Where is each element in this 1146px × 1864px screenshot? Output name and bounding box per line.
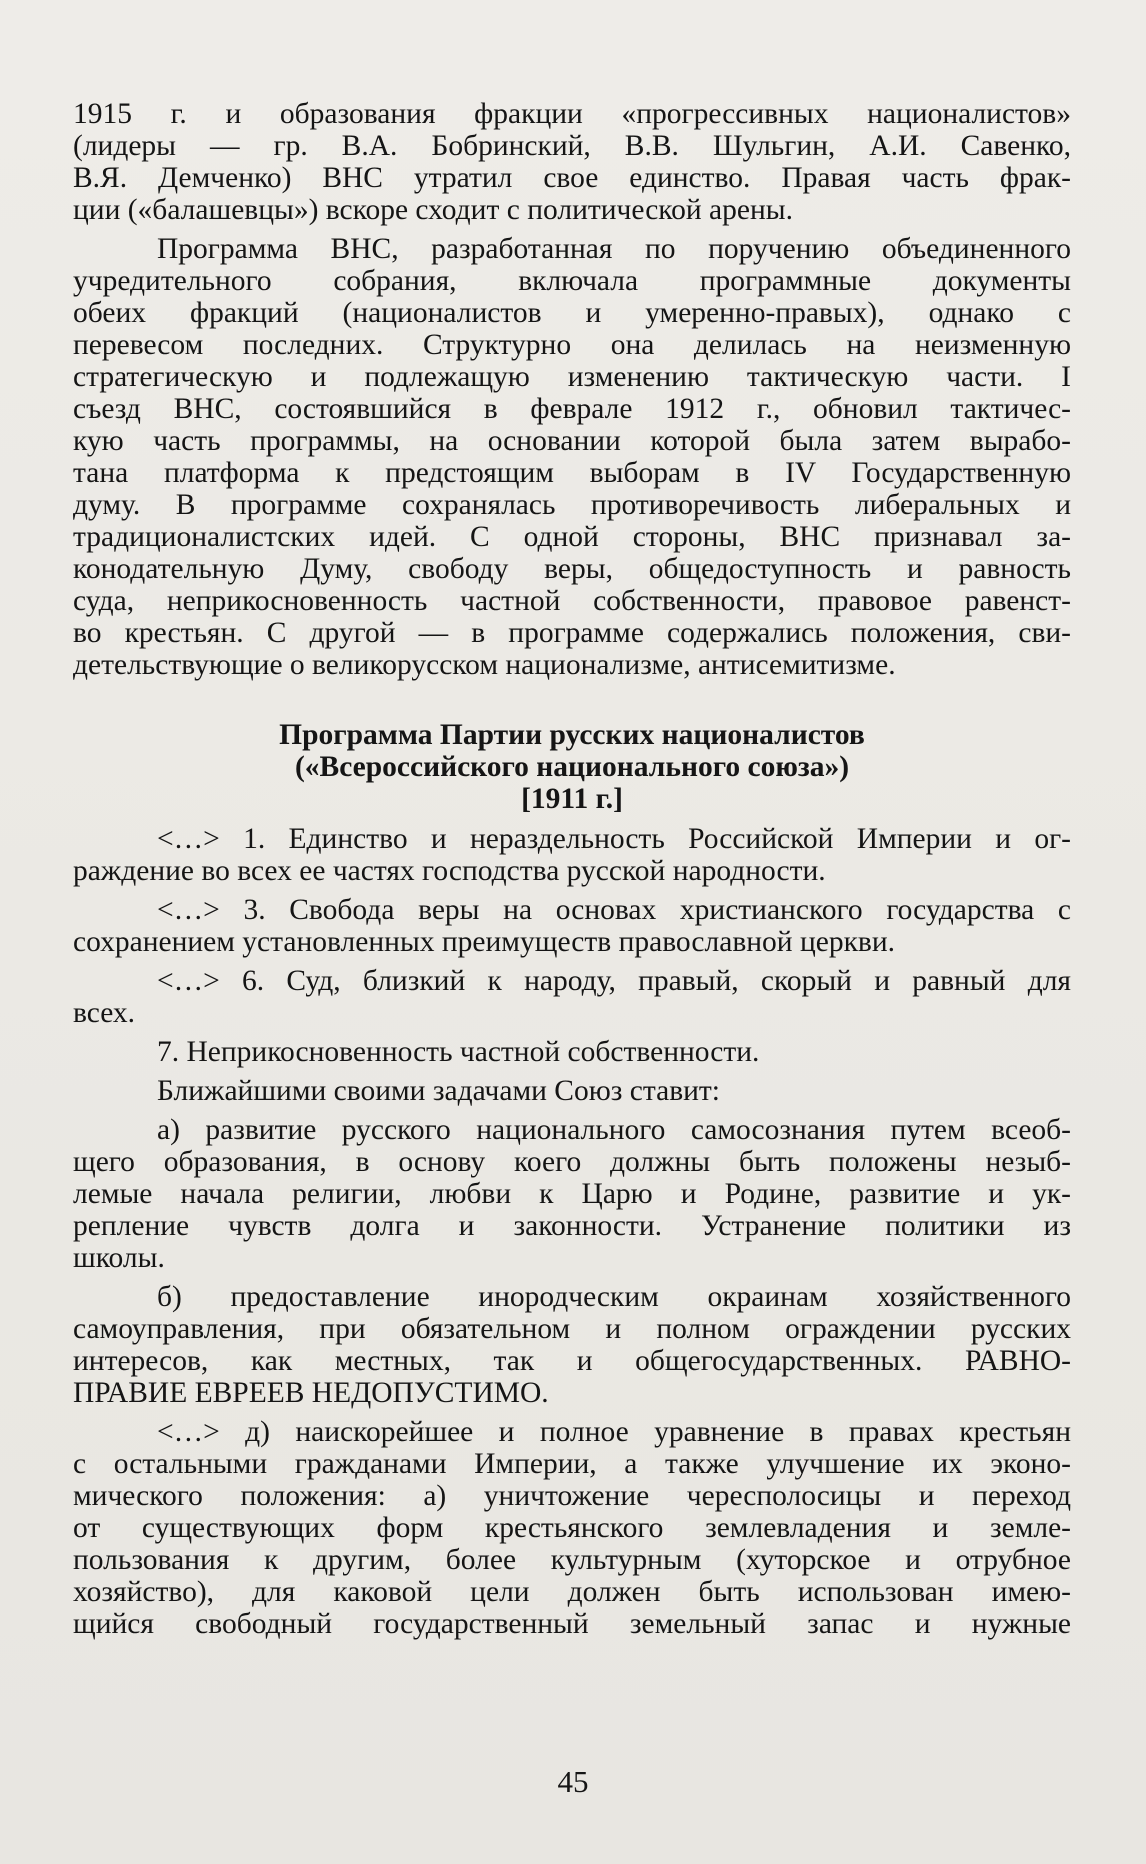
text-line: сохранением установленных преимуществ православной церкви. bbox=[73, 926, 895, 958]
text-line: щийся свободный государственный земельный запас и нужные bbox=[73, 1608, 1071, 1640]
program-item-3 bbox=[73, 894, 1071, 958]
text-line: ции («балашевцы») вскоре сходит с политической арены. bbox=[73, 194, 793, 226]
text-line: пользования к другим, более культурным (хуторское и отрубное bbox=[73, 1544, 1071, 1576]
text-line: детельствующие о великорусском национализме, антисемитизме. bbox=[73, 649, 896, 681]
text-line: <…> 3. Свобода веры на основах христианского государства с bbox=[157, 894, 1071, 926]
text-block bbox=[73, 98, 1071, 1640]
heading-line: Программа Партии русских националистов bbox=[279, 719, 865, 751]
text-line: с остальными гражданами Империи, а также улучшение их эконо- bbox=[73, 1448, 1071, 1480]
text-line: думу. В программе сохранялась противоречивость либеральных и bbox=[73, 489, 1071, 521]
text-line: всех. bbox=[73, 997, 136, 1029]
task-d bbox=[73, 1416, 1071, 1640]
text-line: съезд ВНС, состоявшийся в феврале 1912 г., обновил тактичес- bbox=[73, 393, 1071, 425]
text-line: традиционалистских идей. С одной стороны, ВНС признавал за- bbox=[73, 521, 1071, 553]
text-line: мического положения: а) уничтожение чересполосицы и переход bbox=[73, 1480, 1071, 1512]
text-line: (лидеры — гр. В.А. Бобринский, В.В. Шульгин, А.И. Савенко, bbox=[73, 130, 1071, 162]
section-heading bbox=[73, 719, 1071, 815]
text-line: тана платформа к предстоящим выборам в IV Государственную bbox=[73, 457, 1071, 489]
text-line: обеих фракций (националистов и умеренно-правых), однако с bbox=[73, 297, 1071, 329]
program-item-7 bbox=[73, 1036, 1071, 1068]
tasks-intro bbox=[73, 1075, 1071, 1107]
text-line: стратегическую и подлежащую изменению тактическую части. I bbox=[73, 361, 1071, 393]
text-line: Программа ВНС, разработанная по поручению объединенного bbox=[157, 233, 1071, 265]
program-item-6 bbox=[73, 965, 1071, 1029]
heading-year: [1911 г.] bbox=[521, 783, 623, 815]
text-line: самоуправления, при обязательном и полном ограждении русских bbox=[73, 1313, 1071, 1345]
text-line: <…> 1. Единство и нераздельность Российской Империи и ог- bbox=[157, 823, 1071, 855]
text-line: учредительного собрания, включала программные документы bbox=[73, 265, 1071, 297]
text-line: 1915 г. и образования фракции «прогрессивных националистов» bbox=[73, 98, 1071, 130]
text-line: перевесом последних. Структурно она делилась на неизменную bbox=[73, 329, 1071, 361]
text-line: <…> 6. Суд, близкий к народу, правый, скорый и равный для bbox=[157, 965, 1071, 997]
text-line: от существующих форм крестьянского землевладения и земле- bbox=[73, 1512, 1071, 1544]
text-line: конодательную Думу, свободу веры, общедоступность и равность bbox=[73, 553, 1071, 585]
text-line: а) развитие русского национального самосознания путем всеоб- bbox=[157, 1114, 1071, 1146]
text-line: репление чувств долга и законности. Устранение политики из bbox=[73, 1210, 1071, 1242]
text-line: раждение во всех ее частях господства русской народности. bbox=[73, 855, 826, 887]
task-b bbox=[73, 1281, 1071, 1409]
text-line: лемые начала религии, любви к Царю и Родине, развитие и ук- bbox=[73, 1178, 1071, 1210]
program-item-1 bbox=[73, 823, 1071, 887]
intro-paragraph-2 bbox=[73, 233, 1071, 681]
text-line: суда, неприкосновенность частной собственности, правовое равенст- bbox=[73, 585, 1071, 617]
text-line: щего образования, в основу коего должны быть положены незыб- bbox=[73, 1146, 1071, 1178]
text-line: В.Я. Демченко) ВНС утратил свое единство. Правая часть фрак- bbox=[73, 162, 1071, 194]
text-line: <…> д) наискорейшее и полное уравнение в правах крестьян bbox=[157, 1416, 1071, 1448]
text-line: ПРАВИЕ ЕВРЕЕВ НЕДОПУСТИМО. bbox=[73, 1377, 549, 1409]
heading-line: («Всероссийского национального союза») bbox=[294, 751, 850, 783]
text-line: б) предоставление инородческим окраинам хозяйственного bbox=[157, 1281, 1071, 1313]
intro-paragraph-1 bbox=[73, 98, 1071, 226]
text-line: во крестьян. С другой — в программе содержались положения, сви- bbox=[73, 617, 1071, 649]
text-line: хозяйство), для каковой цели должен быть использован имею- bbox=[73, 1576, 1071, 1608]
text-line: интересов, как местных, так и общегосударственных. РАВНО- bbox=[73, 1345, 1071, 1377]
task-a bbox=[73, 1114, 1071, 1274]
text-line: Ближайшими своими задачами Союз ставит: bbox=[157, 1075, 721, 1107]
text-line: кую часть программы, на основании которой была затем вырабо- bbox=[73, 425, 1071, 457]
page-number: 45 bbox=[557, 1764, 589, 1799]
text-line: 7. Неприкосновенность частной собственности. bbox=[157, 1036, 760, 1068]
text-line: школы. bbox=[73, 1242, 165, 1274]
